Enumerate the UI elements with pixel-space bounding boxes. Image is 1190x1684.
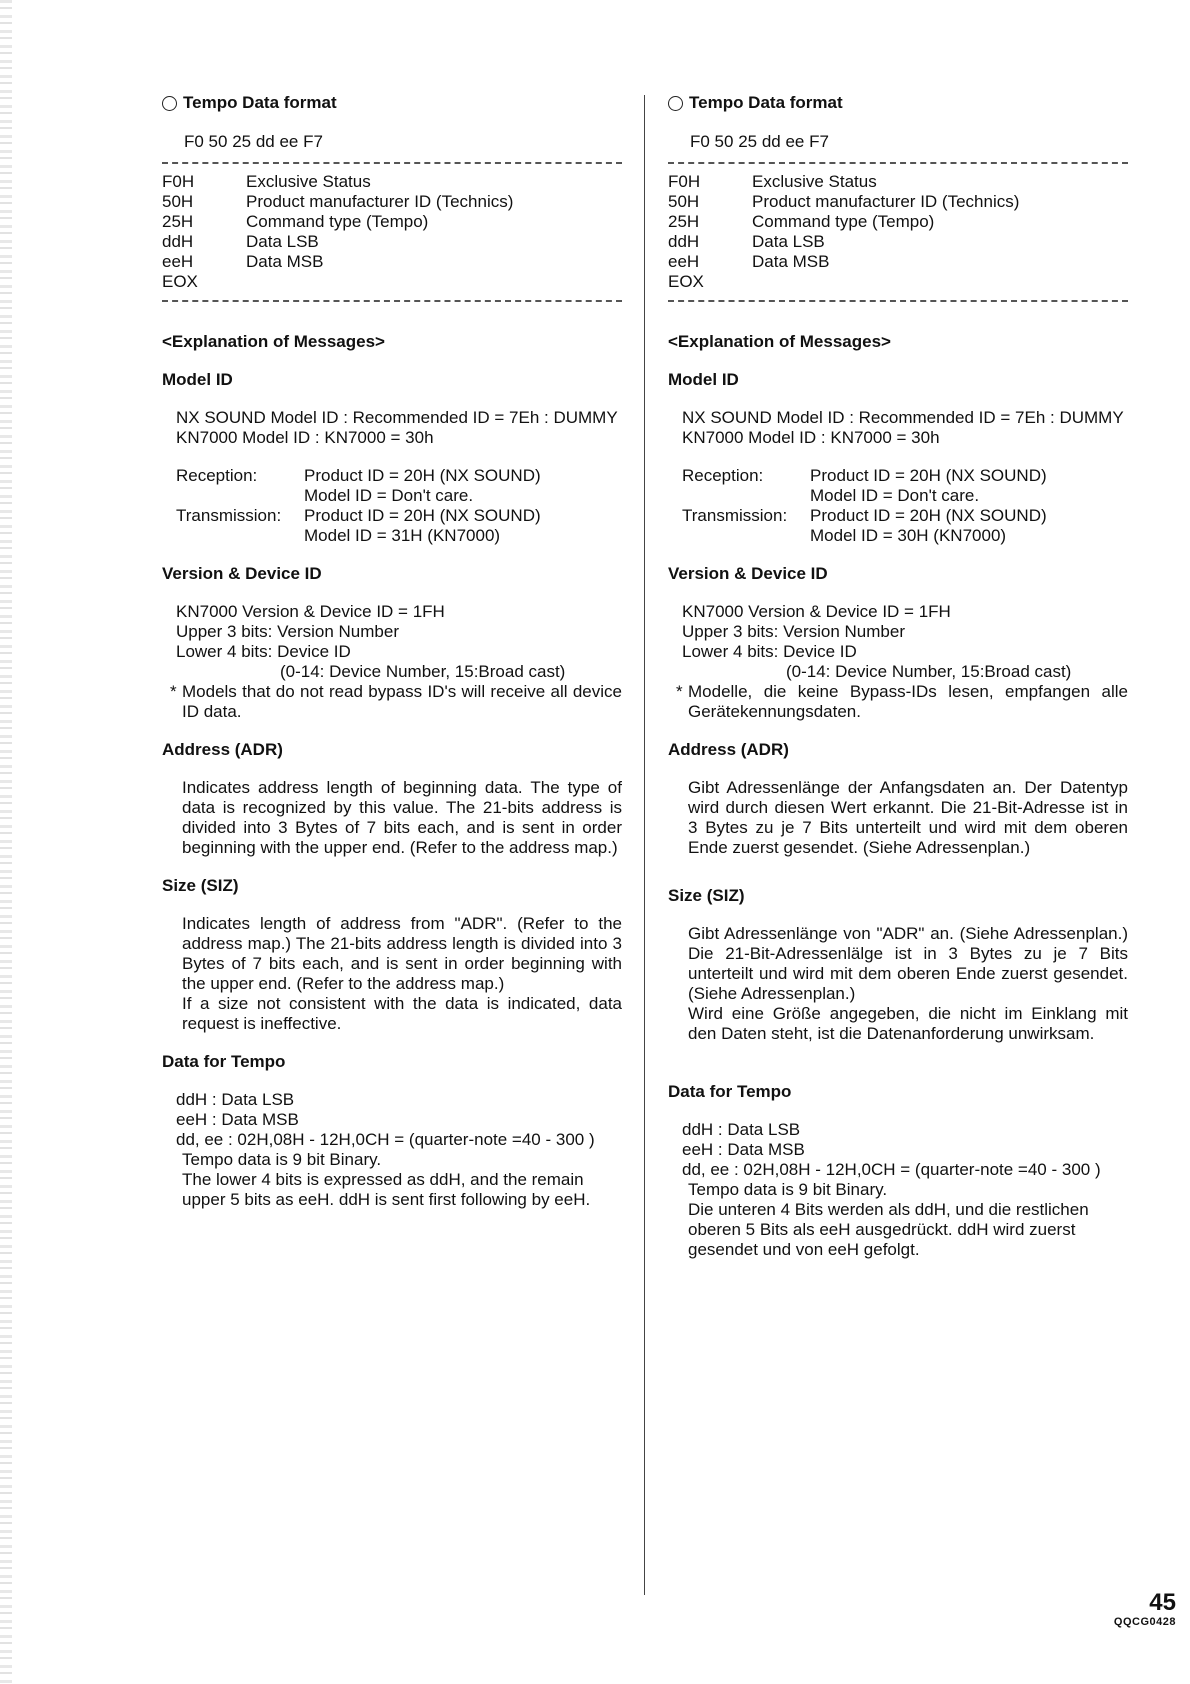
- note-asterisk: *: [676, 682, 683, 701]
- size-paragraph: Indicates length of address from "ADR". (Refer to the address map.) The 21-bits address length is divided into 3 Bytes of 7 bits each, and is sent in order beginning with the upper end. (Refer to the address map.): [182, 914, 622, 993]
- format-code: EOX: [668, 272, 704, 291]
- format-desc: Command type (Tempo): [246, 212, 429, 231]
- tempo-line: eeH : Data MSB: [682, 1140, 805, 1159]
- tempo-line: eeH : Data MSB: [176, 1110, 299, 1129]
- tempo-line: The lower 4 bits is expressed as ddH, and the remain upper 5 bits as eeH. ddH is sent first following by eeH.: [182, 1170, 591, 1209]
- dashed-rule: [668, 162, 1128, 164]
- table-row: [668, 272, 1128, 292]
- format-code: eeH: [668, 252, 700, 271]
- table-row: [162, 172, 622, 192]
- version-line: Lower 4 bits: Device ID: [682, 642, 857, 661]
- left-column: [162, 92, 622, 1210]
- format-code: 50H: [162, 192, 194, 211]
- page-footer: [1114, 1590, 1176, 1628]
- tempo-heading: Data for Tempo: [668, 1082, 792, 1101]
- version-heading: Version & Device ID: [162, 564, 322, 583]
- transmission-value: Model ID = 30H (KN7000): [810, 526, 1007, 545]
- size-heading: Size (SIZ): [668, 886, 745, 905]
- tempo-block: [176, 1090, 622, 1210]
- format-table: [162, 172, 622, 292]
- format-code: 50H: [668, 192, 700, 211]
- model-id-heading: Model ID: [162, 370, 233, 389]
- document-code: QQCG0428: [1113, 1616, 1176, 1628]
- table-row: [668, 252, 1128, 272]
- scan-edge: [0, 0, 12, 1684]
- right-column: [668, 92, 1128, 1260]
- format-desc: Command type (Tempo): [752, 212, 935, 231]
- reception-value: Model ID = Don't care.: [810, 486, 980, 505]
- version-note: [676, 682, 1128, 722]
- tempo-line: ddH : Data LSB: [682, 1120, 801, 1139]
- column-divider: [644, 95, 645, 1595]
- tempo-heading: Data for Tempo: [162, 1052, 286, 1071]
- format-desc: Product manufacturer ID (Technics): [752, 192, 1020, 211]
- address-text: Gibt Adressenlänge der Anfangsdaten an. Der Datentyp wird durch diesen Wert erkannt. Die 21-Bit-Adresse ist in 3 Bytes zu je 7 Bits unterteilt und wird mit dem oberen Ende zuerst gesendet. (Siehe Adressenplan.): [688, 778, 1128, 857]
- format-desc: Data MSB: [246, 252, 324, 271]
- circle-bullet-icon: [162, 96, 177, 111]
- page-number: 45: [1149, 1589, 1176, 1616]
- section-title: [668, 92, 1128, 114]
- transmission-row-2: [682, 526, 1128, 546]
- tempo-line: dd, ee : 02H,08H - 12H,0CH = (quarter-note =40 - 300 ): [176, 1130, 595, 1149]
- dashed-rule: [162, 300, 622, 302]
- version-block: [176, 602, 622, 682]
- table-row: [162, 252, 622, 272]
- format-code: EOX: [162, 272, 198, 291]
- format-table: [668, 172, 1128, 292]
- format-code: 25H: [668, 212, 700, 231]
- table-row: [668, 212, 1128, 232]
- model-id-block: [176, 408, 622, 448]
- size-text: [182, 914, 622, 1034]
- format-desc: Data MSB: [752, 252, 830, 271]
- table-row: [162, 212, 622, 232]
- tempo-line: Tempo data is 9 bit Binary.: [182, 1150, 382, 1169]
- dashed-rule: [668, 300, 1128, 302]
- size-heading: Size (SIZ): [162, 876, 239, 895]
- message-syntax: F0 50 25 dd ee F7: [184, 132, 323, 151]
- format-desc: Exclusive Status: [752, 172, 877, 191]
- note-text: Models that do not read bypass ID's will receive all device ID data.: [182, 682, 622, 721]
- transmission-row-2: [176, 526, 622, 546]
- version-line: Upper 3 bits: Version Number: [682, 622, 905, 641]
- address-text: Indicates address length of beginning data. The type of data is recognized by this value. The 21-bits address is divided into 3 Bytes of 7 bits each, and is sent in order beginning with the upper end. (Refer to the address map.): [182, 778, 622, 857]
- version-line: KN7000 Version & Device ID = 1FH: [176, 602, 445, 621]
- table-row: [162, 192, 622, 212]
- tempo-line: ddH : Data LSB: [176, 1090, 295, 1109]
- reception-value: Product ID = 20H (NX SOUND): [810, 466, 1047, 485]
- address-heading: Address (ADR): [668, 740, 789, 759]
- tempo-line: dd, ee : 02H,08H - 12H,0CH = (quarter-note =40 - 300 ): [682, 1160, 1101, 1179]
- transmission-value: Product ID = 20H (NX SOUND): [304, 506, 541, 525]
- format-code: F0H: [668, 172, 701, 191]
- format-code: eeH: [162, 252, 194, 271]
- version-line: Lower 4 bits: Device ID: [176, 642, 351, 661]
- address-heading: Address (ADR): [162, 740, 283, 759]
- format-code: ddH: [162, 232, 194, 251]
- tempo-line: Die unteren 4 Bits werden als ddH, und die restlichen oberen 5 Bits als eeH ausgedrückt. ddH wird zuerst gesendet und von eeH gefolgt.: [688, 1200, 1089, 1259]
- version-heading: Version & Device ID: [668, 564, 828, 583]
- size-text: [688, 924, 1128, 1044]
- format-desc: Exclusive Status: [246, 172, 371, 191]
- reception-label: Reception:: [682, 466, 764, 485]
- format-desc: Data LSB: [246, 232, 319, 251]
- version-line: Upper 3 bits: Version Number: [176, 622, 399, 641]
- reception-value: Model ID = Don't care.: [304, 486, 474, 505]
- table-row: [162, 272, 622, 292]
- table-row: [668, 232, 1128, 252]
- size-paragraph: Gibt Adressenlänge von "ADR" an. (Siehe Adressenplan.) Die 21-Bit-Adressenlälge ist in 3 Bytes zu je 7 Bits unterteilt und wird mit dem oberen Ende zuerst gesendet. (Siehe Adressenplan.): [688, 924, 1128, 1003]
- size-paragraph: If a size not consistent with the data is indicated, data request is ineffective.: [182, 994, 622, 1033]
- version-block: [682, 602, 1128, 682]
- size-paragraph: Wird eine Größe angegeben, die nicht im Einklang mit den Daten steht, ist die Datenanforderung unwirksam.: [688, 1004, 1128, 1043]
- format-desc: Product manufacturer ID (Technics): [246, 192, 514, 211]
- explanation-heading: <Explanation of Messages>: [668, 332, 891, 351]
- model-id-heading: Model ID: [668, 370, 739, 389]
- reception-row-2: [176, 486, 622, 506]
- section-title-text: Tempo Data format: [183, 93, 337, 112]
- tempo-line: Tempo data is 9 bit Binary.: [688, 1180, 888, 1199]
- tempo-block: [682, 1120, 1128, 1260]
- note-asterisk: *: [170, 682, 177, 701]
- transmission-value: Model ID = 31H (KN7000): [304, 526, 501, 545]
- reception-row: [176, 466, 622, 486]
- format-desc: Data LSB: [752, 232, 825, 251]
- reception-label: Reception:: [176, 466, 258, 485]
- version-line: (0-14: Device Number, 15:Broad cast): [786, 662, 1072, 681]
- explanation-heading: <Explanation of Messages>: [162, 332, 385, 351]
- transmission-label: Transmission:: [176, 506, 282, 525]
- model-id-line: NX SOUND Model ID : Recommended ID = 7Eh : DUMMY: [682, 408, 1124, 427]
- circle-bullet-icon: [668, 96, 683, 111]
- format-code: F0H: [162, 172, 195, 191]
- table-row: [162, 232, 622, 252]
- transmission-label: Transmission:: [682, 506, 788, 525]
- reception-row: [682, 466, 1128, 486]
- version-line: (0-14: Device Number, 15:Broad cast): [280, 662, 566, 681]
- reception-row-2: [682, 486, 1128, 506]
- section-title: [162, 92, 622, 114]
- table-row: [668, 192, 1128, 212]
- version-note: [170, 682, 622, 722]
- dashed-rule: [162, 162, 622, 164]
- format-code: ddH: [668, 232, 700, 251]
- note-text: Modelle, die keine Bypass-IDs lesen, empfangen alle Gerätekennungsdaten.: [688, 682, 1128, 721]
- model-id-block: [682, 408, 1128, 448]
- model-id-line: KN7000 Model ID : KN7000 = 30h: [682, 428, 940, 447]
- transmission-row: [176, 506, 622, 526]
- transmission-row: [682, 506, 1128, 526]
- section-title-text: Tempo Data format: [689, 93, 843, 112]
- model-id-line: KN7000 Model ID : KN7000 = 30h: [176, 428, 434, 447]
- transmission-value: Product ID = 20H (NX SOUND): [810, 506, 1047, 525]
- message-syntax: F0 50 25 dd ee F7: [690, 132, 829, 151]
- table-row: [668, 172, 1128, 192]
- format-code: 25H: [162, 212, 194, 231]
- reception-value: Product ID = 20H (NX SOUND): [304, 466, 541, 485]
- version-line: KN7000 Version & Device ID = 1FH: [682, 602, 951, 621]
- model-id-line: NX SOUND Model ID : Recommended ID = 7Eh : DUMMY: [176, 408, 618, 427]
